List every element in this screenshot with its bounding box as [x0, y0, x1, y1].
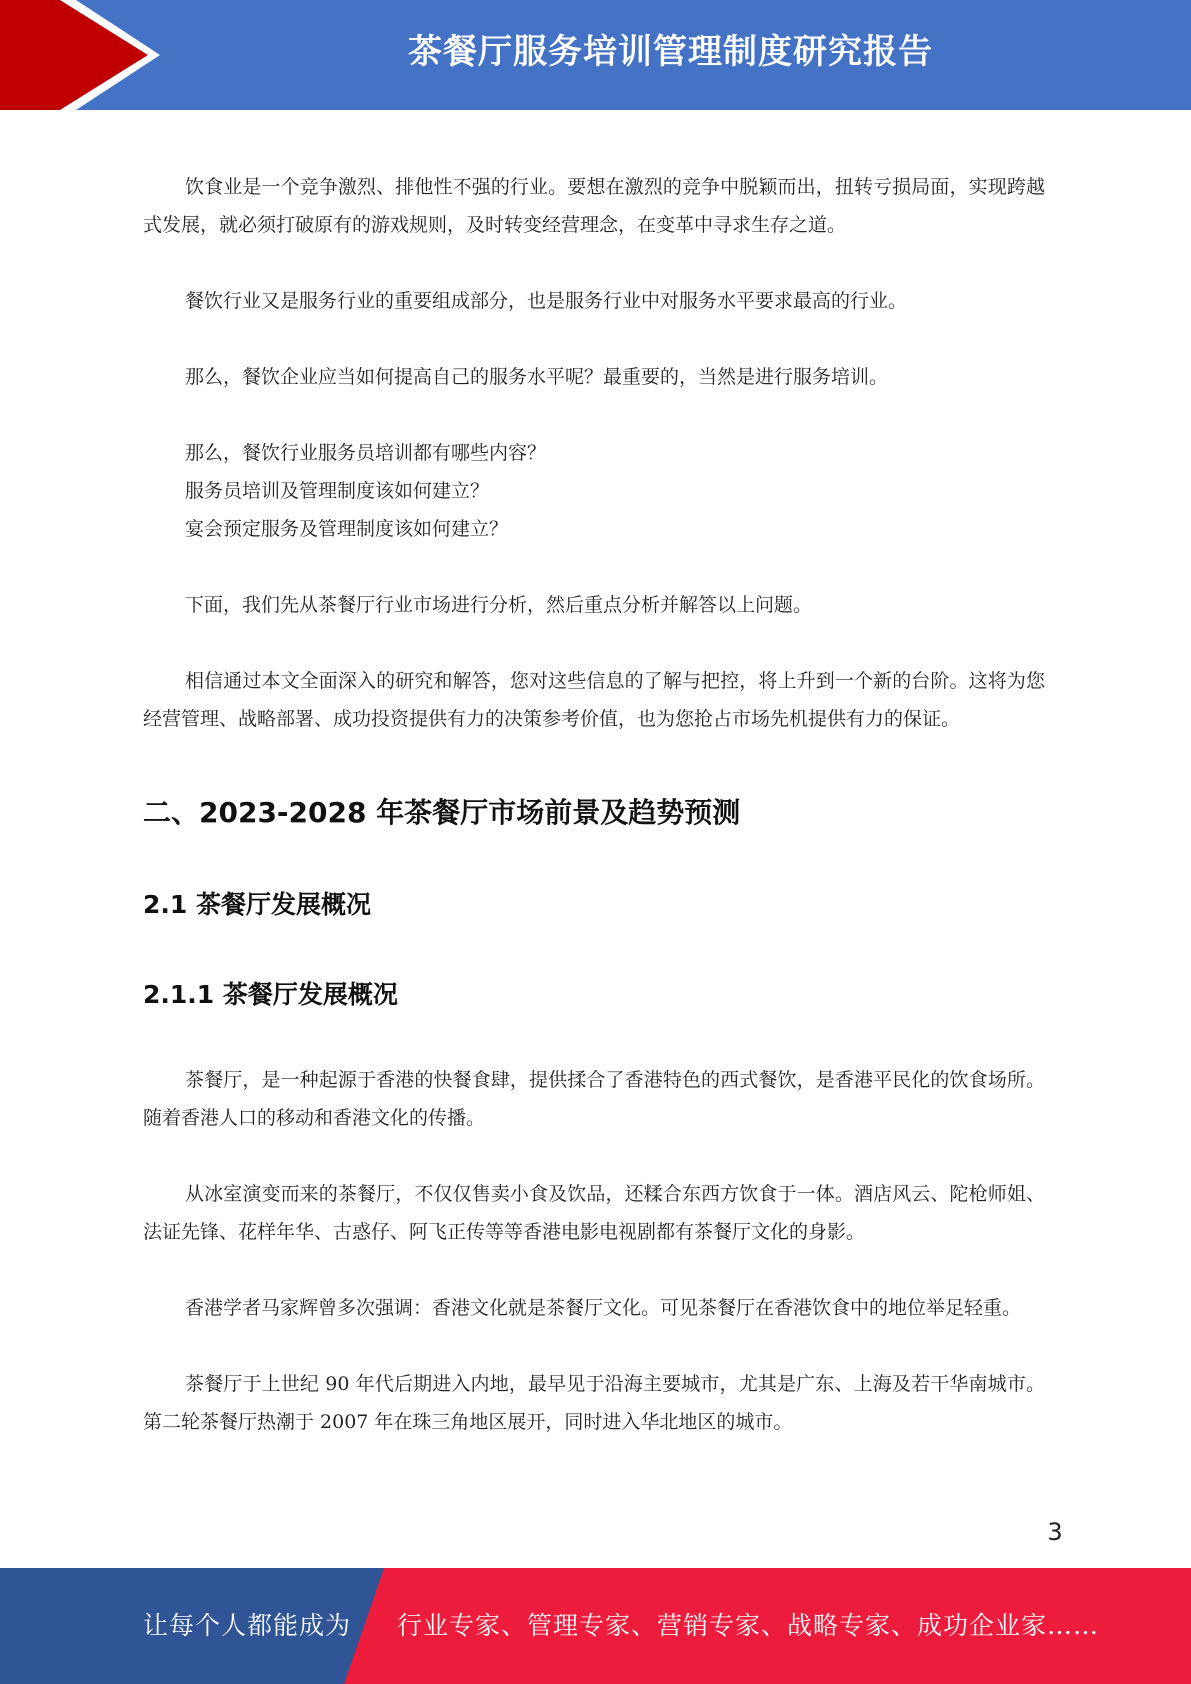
footer-slogan-left: 让每个人都能成为 [143, 1611, 352, 1640]
main-content [143, 168, 1045, 1441]
page-number: 3 [1047, 1518, 1063, 1546]
paragraph-service-industry: 餐饮行业又是服务行业的重要组成部分，也是服务行业中对服务水平要求最高的行业。 [185, 290, 908, 312]
paragraph-service-training: 那么，餐饮企业应当如何提高自己的服务水平呢？最重要的，当然是进行服务培训。 [185, 366, 889, 388]
paragraph-culture: 从冰室演变而来的茶餐厅，不仅仅售卖小食及饮品，还糅合东西方饮食于一体。酒店风云、陀枪师姐、法证先锋、花样年华、古惑仔、阿飞正传等等香港电影电视剧都有茶餐厅文化的身影。 [143, 1183, 1045, 1243]
page-header [0, 0, 1191, 110]
page-footer [0, 1568, 1191, 1684]
subsubsection-heading: 2.1.1 茶餐厅发展概况 [143, 980, 398, 1009]
header-red-arrow [0, 0, 148, 110]
paragraph-mainland-entry: 茶餐厅于上世纪 90 年代后期进入内地，最早见于沿海主要城市，尤其是广东、上海及若干华南城市。第二轮茶餐厅热潮于 2007 年在珠三角地区展开，同时进入华北地区的城市。 [143, 1373, 1045, 1433]
report-title: 茶餐厅服务培训管理制度研究报告 [408, 32, 933, 72]
paragraph-origin: 茶餐厅，是一种起源于香港的快餐食肆，提供揉合了香港特色的西式餐饮，是香港平民化的饮食场所。随着香港人口的移动和香港文化的传播。 [143, 1069, 1045, 1129]
question-banquet-system: 宴会预定服务及管理制度该如何建立？ [185, 518, 509, 540]
intro-paragraph: 饮食业是一个竞争激烈、排他性不强的行业。要想在激烈的竞争中脱颖而出，扭转亏损局面，实现跨越式发展，就必须打破原有的游戏规则，及时转变经营理念，在变革中寻求生存之道。 [143, 176, 1045, 236]
question-training-content: 那么，餐饮行业服务员培训都有哪些内容？ [185, 442, 547, 464]
question-training-system: 服务员培训及管理制度该如何建立？ [185, 480, 490, 502]
paragraph-scholar-quote: 香港学者马家辉曾多次强调：香港文化就是茶餐厅文化。可见茶餐厅在香港饮食中的地位举足轻重。 [185, 1297, 1022, 1319]
subsection-heading: 2.1 茶餐厅发展概况 [143, 890, 371, 919]
paragraph-value-statement: 相信通过本文全面深入的研究和解答，您对这些信息的了解与把控，将上升到一个新的台阶。这将为您经营管理、战略部署、成功投资提供有力的决策参考价值，也为您抢占市场先机提供有力的保证。 [143, 670, 1045, 730]
section-heading: 二、2023-2028 年茶餐厅市场前景及趋势预测 [143, 796, 741, 829]
footer-slogan-right: 行业专家、管理专家、营销专家、战略专家、成功企业家…… [397, 1611, 1100, 1640]
paragraph-analysis-plan: 下面，我们先从茶餐厅行业市场进行分析，然后重点分析并解答以上问题。 [185, 594, 813, 616]
